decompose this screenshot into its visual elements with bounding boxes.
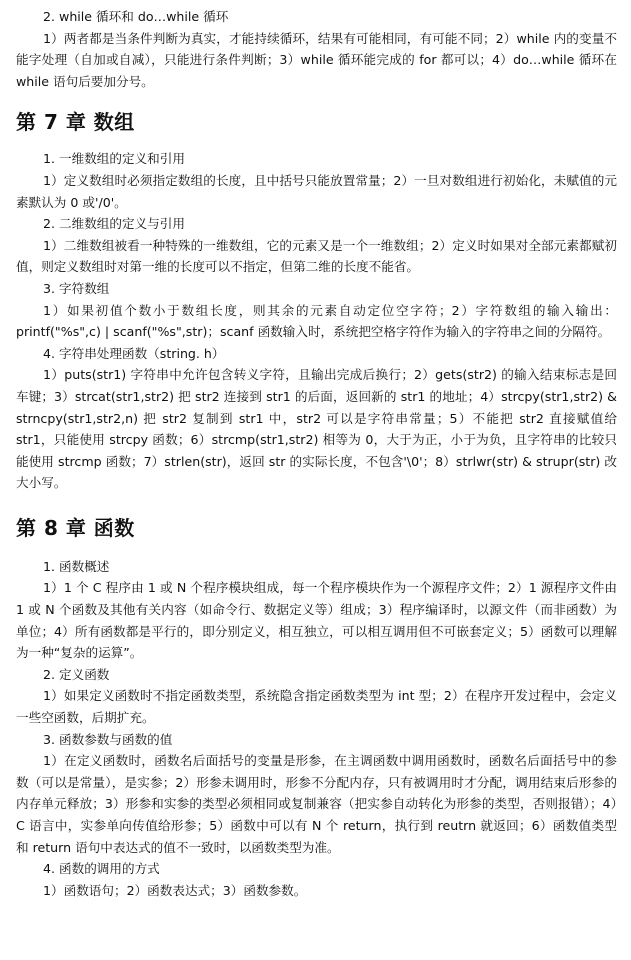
section-heading: 1. 一维数组的定义和引用 xyxy=(43,151,185,167)
paragraph: 1）函数语句；2）函数表达式；3）函数参数。 xyxy=(43,882,307,898)
section-heading: 3. 字符数组 xyxy=(43,280,110,296)
paragraph: 1）如果定义函数时不指定函数类型，系统隐含指定函数类型为 int 型；2）在程序开发过程中，会定义一些空函数，后期扩充。 xyxy=(16,688,617,726)
section-heading: 1. 函数概述 xyxy=(43,558,110,574)
paragraph: 1）1 个 C 程序由 1 或 N 个程序模块组成，每一个程序模块作为一个源程序文件；2）1 源程序文件由 1 或 N 个函数及其他有关内容（如命令行、数据定义等）组成；3）程序编译时，以源文件（而非函数）为单位；4）所有函数都是平行的，即分别定义，相互独立，可以相互调用但不可嵌套定义；5）函数可以理解为一种“复杂的运算”。 xyxy=(16,580,617,661)
chapter-8-title: 第 8 章 函数 xyxy=(16,515,135,540)
paragraph: 1）两者都是当条件判断为真实，才能持续循环，结果有可能相同，有可能不同；2）while 内的变量不能字处理（自加或自减），只能进行条件判断；3）while 循环能完成的 for 都可以；4）do…while 循环在 while 语句后要加分号。 xyxy=(16,30,617,89)
section-heading: 3. 函数参数与函数的值 xyxy=(43,731,173,747)
section-heading: 4. 字符串处理函数（string. h） xyxy=(43,345,225,361)
paragraph: 1）定义数组时必须指定数组的长度，且中括号只能放置常量；2）一旦对数组进行初始化，未赋值的元素默认为 0 或'/0'。 xyxy=(16,172,617,210)
chapter-7-title: 第 7 章 数组 xyxy=(16,110,135,135)
section-heading: 4. 函数的调用的方式 xyxy=(43,861,160,877)
section-heading: 2. 二维数组的定义与引用 xyxy=(43,216,185,232)
paragraph: 1）puts(str1) 字符串中允许包含转义字符，且输出完成后换行；2）gets(str2) 的输入结束标志是回车键；3）strcat(str1,str2) 把 str2 连接到 str1 的后面，返回新的 str1 的地址；4）strcpy(str1,str2) & strncpy(str1,str2,n) 把 str2 复制到 str1 中，str2 可以是字符串常量；5）不能把 str2 直接赋值给 str1，只能使用 strcpy 函数；6）strcmp(str1,str2) 相等为 0，大于为正，小于为负，且字符串的比较只能使用 strcmp 函数；7）strlen(str)，返回 str 的实际长度，不包含'\0'；8）strlwr(str) & strupr(str) 改大小写。 xyxy=(16,367,617,491)
paragraph: 1）在定义函数时，函数名后面括号的变量是形参，在主调函数中调用函数时，函数名后面括号中的参数（可以是常量），是实参；2）形参未调用时，形参不分配内存，只有被调用时才分配，调用结束后形参的内存单元释放；3）形参和实参的类型必须相同或复制兼容（把实参自动转化为形参的类型，否则报错）；4）C 语言中，实参单向传值给形参；5）函数中可以有 N 个 return，执行到 reutrn 就返回；6）函数值类型和 return 语句中表达式的值不一致时，以函数类型为准。 xyxy=(16,753,617,855)
section-heading: 2. while 循环和 do…while 循环 xyxy=(43,9,229,24)
paragraph: 1）二维数组被看一种特殊的一维数组，它的元素又是一个一维数组；2）定义时如果对全部元素都赋初值，则定义数组时对第一维的长度可以不指定，但第二维的长度不能省。 xyxy=(16,237,617,275)
paragraph: 1）如果初值个数小于数组长度，则其余的元素自动定位空字符；2）字符数组的输入输出：printf("%s",c) | scanf("%s",str)；scanf 函数输入时，系统把空格字符作为输入的字符串之间的分隔符。 xyxy=(16,302,617,340)
section-heading: 2. 定义函数 xyxy=(43,666,110,682)
